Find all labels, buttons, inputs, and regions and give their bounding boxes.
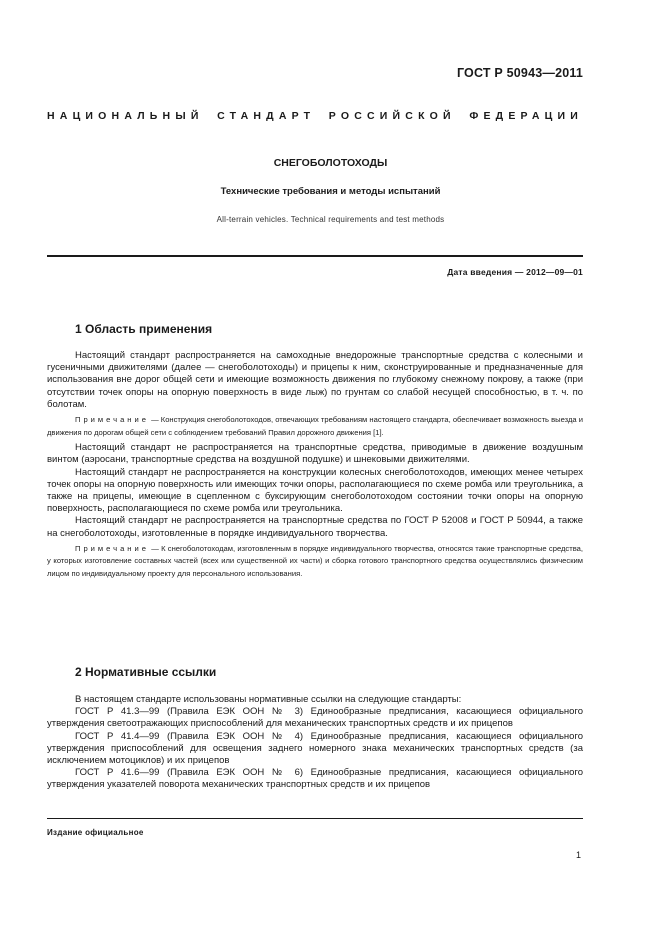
- footer-divider: [47, 818, 583, 819]
- document-title: СНЕГОБОЛОТОХОДЫ: [273, 157, 388, 169]
- banner-word: СТАНДАРТ: [217, 110, 316, 122]
- section-1-heading: 1 Область применения: [75, 322, 213, 336]
- section-2-heading: 2 Нормативные ссылки: [75, 665, 217, 679]
- national-standard-banner: [47, 110, 583, 122]
- section-2-body: [47, 694, 583, 792]
- note: [47, 543, 583, 581]
- banner-word: НАЦИОНАЛЬНЫЙ: [47, 110, 204, 122]
- page-number: 1: [575, 850, 581, 860]
- note-text: — Конструкция снегоболотоходов, отвечающих требованиям настоящего стандарта, обеспечивает возможность выезда и движения по дорогам общей сети с соблюдением требований Правил дорожного движения [1].: [47, 415, 583, 437]
- reference-item: ГОСТ Р 41.3—99 (Правила ЕЭК ООН № 3) Единообразные предписания, касающиеся официального утверждения светоотражающих приспособлений для механических транспортных средств и их прицепов: [47, 706, 583, 730]
- header-divider: [47, 255, 583, 257]
- reference-item: ГОСТ Р 41.4—99 (Правила ЕЭК ООН № 4) Единообразные предписания, касающиеся официального утверждения приспособлений для освещения заднего номерного знака механических транспортных средств (за исключением мотоциклов) и их прицепов: [47, 730, 583, 767]
- note-label: Примечание: [75, 543, 149, 553]
- paragraph: В настоящем стандарте использованы нормативные ссылки на следующие стандарты:: [75, 694, 462, 705]
- note: [47, 414, 583, 439]
- official-edition-label: Издание официальное: [47, 828, 144, 837]
- banner-word: РОССИЙСКОЙ: [328, 110, 456, 122]
- document-subtitle: Технические требования и методы испытаний: [220, 186, 441, 197]
- paragraph: Настоящий стандарт не распространяется на транспортные средства, приводимые в движение воздушным винтом (аэросани, транспортные средства на воздушной подушке) и шнековыми движителями.: [47, 442, 583, 466]
- paragraph: Настоящий стандарт не распространяется на конструкции колесных снегоболотоходов, имеющих менее четырех точек опоры на опорную поверхность или имеющих точки опоры, располагающиеся по схеме ромба или треугольника, а также на прицепы, имеющие в сцепленном с буксирующим снегоболотоходом состоянии точки опоры на опорную поверхность, располагающиеся по схеме ромба или треугольника.: [47, 466, 583, 515]
- note-label: Примечание: [75, 415, 149, 425]
- reference-item: ГОСТ Р 41.6—99 (Правила ЕЭК ООН № 6) Единообразные предписания, касающиеся официального утверждения указателей поворота механических транспортных средств и их прицепов: [47, 767, 583, 791]
- introduction-date: Дата введения — 2012—09—01: [447, 267, 583, 277]
- banner-word: ФЕДЕРАЦИИ: [469, 110, 583, 122]
- note-text: — К снегоболотоходам, изготовленным в порядке индивидуального творчества, относятся такие транспортные средства, у которых изготовление составных частей (всех или существенной их части) и сборка готового транспортного средства осуществлялись физическим лицом по индивидуальному проекту для персонального использования.: [47, 543, 583, 579]
- english-title: All-terrain vehicles. Technical requirements and test methods: [216, 215, 445, 224]
- paragraph: Настоящий стандарт не распространяется на транспортные средства по ГОСТ Р 52008 и ГОСТ Р 50944, а также на снегоболотоходы, изготовленные в порядке индивидуального творчества.: [47, 515, 583, 539]
- paragraph: Настоящий стандарт распространяется на самоходные внедорожные транспортные средства с колесными и гусеничными движителями (далее — снегоболотоходы) и прицепы к ним, сконструированные и предназначенные для использования вне дорог общей сети и имеющие возможность движения по глубокому снежному покрову, а также (при отсутствии точек опоры на опорную поверхность в виде лыж) по грунтам со слабой несущей способностью, в т. ч. по болотам.: [47, 350, 583, 410]
- section-1-body: [47, 350, 583, 581]
- document-code: ГОСТ Р 50943—2011: [456, 66, 583, 80]
